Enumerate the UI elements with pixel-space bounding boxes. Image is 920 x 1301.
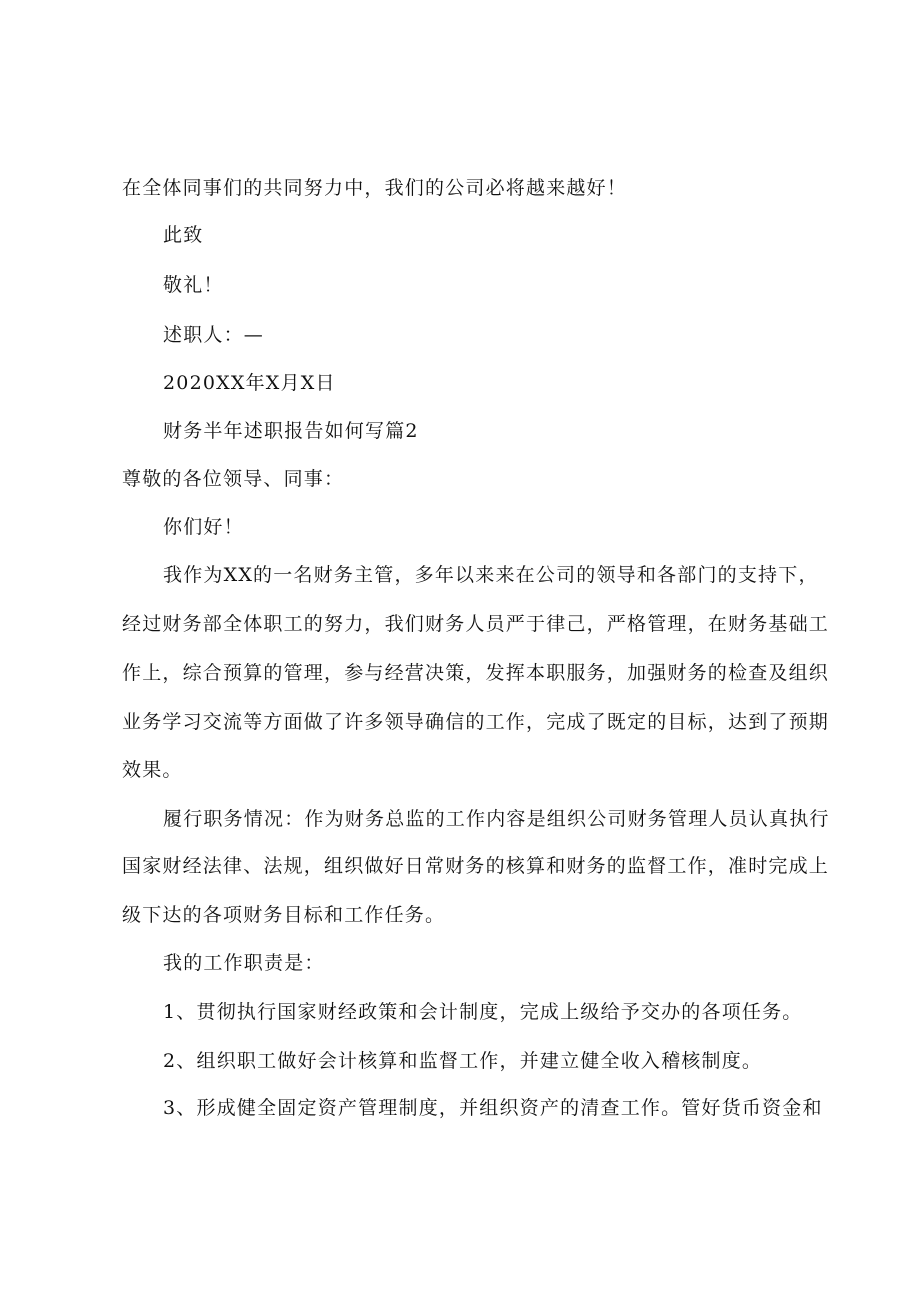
greeting-line: 尊敬的各位领导、同事： — [122, 468, 345, 490]
duty-item: 1、贯彻执行国家财经政策和会计制度，完成上级给予交办的各项任务。 — [163, 1001, 803, 1023]
duty-item: 2、组织职工做好会计核算和监督工作，并建立健全收入稽核制度。 — [163, 1050, 763, 1072]
paragraph-1-line: 作上，综合预算的管理，参与经营决策，发挥本职服务，加强财务的检查及组织 — [122, 662, 830, 684]
paragraph-1-line: 业务学习交流等方面做了许多领导确信的工作，完成了既定的目标，达到了预期 — [122, 711, 830, 733]
paragraph-2-line: 级下达的各项财务目标和工作任务。 — [122, 904, 446, 926]
hello-line: 你们好！ — [163, 516, 244, 538]
salutation-cizhi: 此致 — [163, 224, 204, 246]
duty-item: 3、形成健全固定资产管理制度，并组织资产的清查工作。管好货币资金和 — [163, 1097, 823, 1119]
signature-line: 述职人：— — [163, 324, 265, 346]
duties-heading: 我的工作职责是： — [163, 952, 325, 974]
date-line: 2020XX年X月X日 — [163, 372, 336, 394]
closing-sentence: 在全体同事们的共同努力中，我们的公司必将越来越好！ — [122, 177, 628, 199]
paragraph-1-line: 经过财务部全体职工的努力，我们财务人员严于律己，严格管理，在财务基础工 — [122, 613, 830, 635]
paragraph-2-line: 国家财经法律、法规，组织做好日常财务的核算和财务的监督工作，准时完成上 — [122, 855, 830, 877]
paragraph-1-line: 我作为XX的一名财务主管，多年以来来在公司的领导和各部门的支持下， — [163, 564, 819, 586]
section-title: 财务半年述职报告如何写篇2 — [163, 420, 419, 442]
paragraph-1-line: 效果。 — [122, 759, 183, 781]
paragraph-2-line: 履行职务情况：作为财务总监的工作内容是组织公司财务管理人员认真执行 — [163, 808, 830, 830]
salutation-jingli: 敬礼！ — [163, 274, 224, 296]
